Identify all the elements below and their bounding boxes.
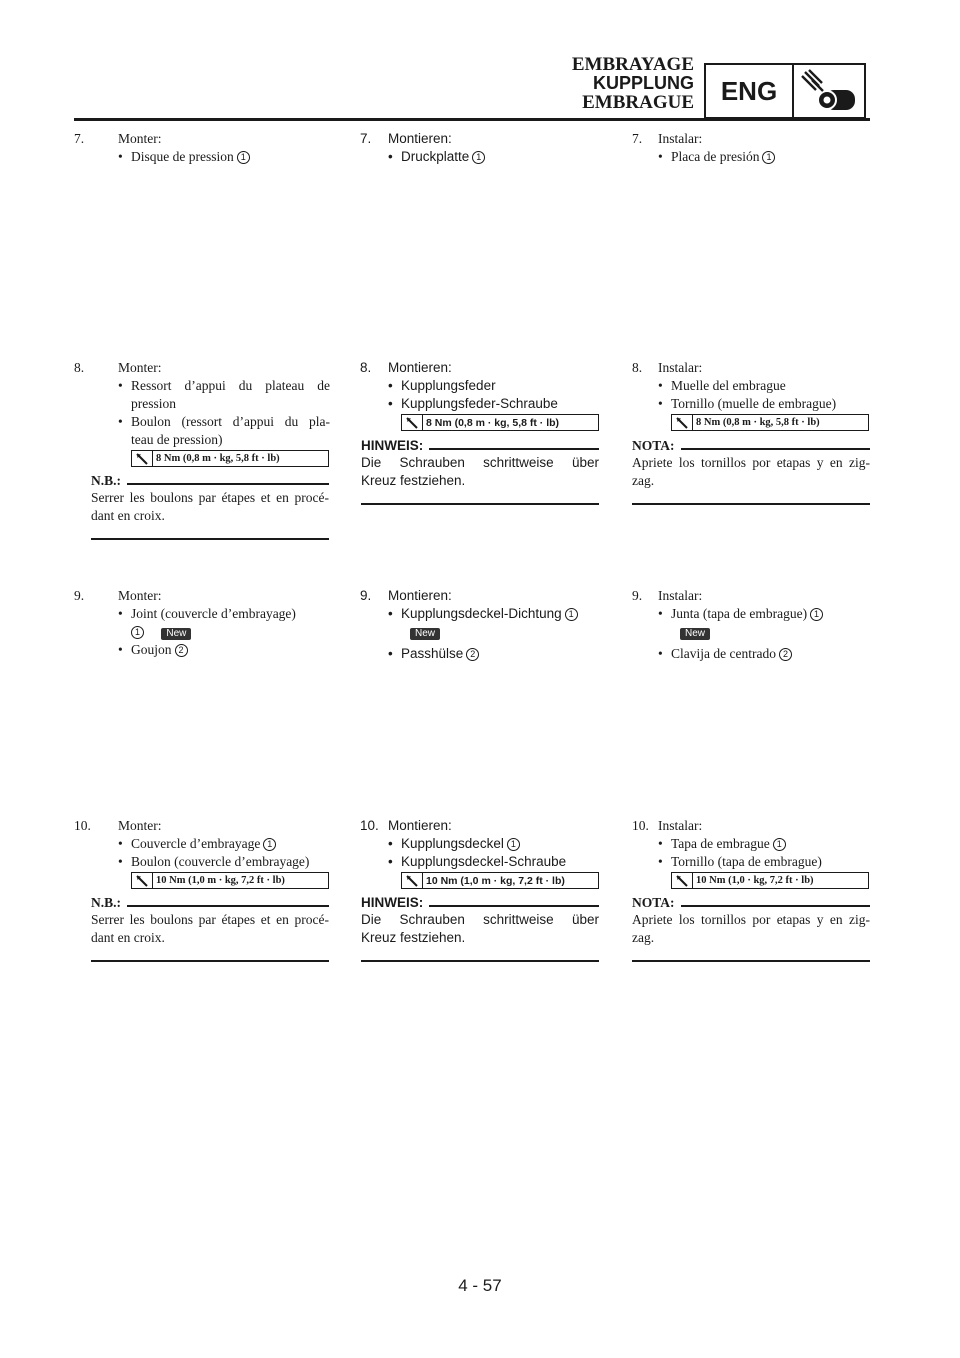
bullet: • bbox=[388, 396, 393, 411]
bullet: • bbox=[118, 854, 123, 869]
list-item: Kupplungsfeder bbox=[401, 378, 496, 393]
note-text: dant en croix. bbox=[91, 930, 165, 945]
callout-1: 1 bbox=[565, 608, 578, 621]
fr-step-9 bbox=[74, 587, 330, 659]
es-step-10 bbox=[632, 817, 870, 871]
step-heading: Montieren: bbox=[388, 818, 452, 833]
step-heading: Instalar: bbox=[658, 360, 703, 375]
note-heading: NOTA: bbox=[632, 438, 675, 453]
list-item: Passhülse bbox=[401, 646, 464, 661]
bullet: • bbox=[658, 854, 663, 869]
bullet: • bbox=[388, 378, 393, 393]
note-heading: N.B.: bbox=[91, 473, 121, 488]
step-number: 7. bbox=[74, 131, 85, 146]
engine-wrench-icon bbox=[794, 65, 864, 117]
torque-wrench-icon bbox=[132, 873, 153, 888]
callout-2: 2 bbox=[779, 648, 792, 661]
note-rule bbox=[681, 905, 871, 907]
fr-s10-torque bbox=[131, 872, 329, 889]
list-item: Tapa de embrague bbox=[671, 836, 770, 851]
bullet: • bbox=[118, 378, 123, 393]
torque-value: 8 Nm (0,8 m · kg, 5,8 ft · lb) bbox=[696, 417, 820, 428]
de-step-9 bbox=[360, 587, 600, 663]
page-number: 4 - 57 bbox=[458, 1276, 502, 1295]
note-rule bbox=[429, 448, 599, 450]
step-heading: Instalar: bbox=[658, 818, 703, 833]
callout-1: 1 bbox=[237, 151, 250, 164]
step-heading: Monter: bbox=[118, 588, 162, 603]
step-number: 9. bbox=[360, 588, 372, 603]
list-item: Tornillo (tapa de embrague) bbox=[671, 854, 822, 869]
fr-step-8 bbox=[74, 359, 330, 449]
de-step-10 bbox=[360, 817, 600, 871]
torque-value: 10 Nm (1,0 · kg, 7,2 ft · lb) bbox=[696, 875, 814, 886]
fr-s8-note bbox=[91, 473, 329, 540]
torque-value: 10 Nm (1,0 m · kg, 7,2 ft · lb) bbox=[156, 875, 285, 886]
note-heading: HINWEIS: bbox=[361, 438, 424, 453]
step-heading: Montieren: bbox=[388, 131, 452, 146]
note-bottom-rule bbox=[91, 538, 329, 540]
callout-1: 1 bbox=[773, 838, 786, 851]
note-rule bbox=[127, 483, 329, 485]
list-item: Boulon (couvercle d’embrayage) bbox=[131, 854, 310, 869]
new-part-badge: New bbox=[410, 628, 440, 640]
callout-1: 1 bbox=[472, 151, 485, 164]
es-step-7 bbox=[632, 130, 870, 166]
section-titles bbox=[572, 55, 694, 112]
step-heading: Monter: bbox=[118, 131, 162, 146]
callout-1: 1 bbox=[131, 626, 144, 639]
fr-step-10 bbox=[74, 817, 330, 871]
step-number: 10. bbox=[360, 818, 379, 833]
step-number: 9. bbox=[632, 588, 643, 603]
note-bottom-rule bbox=[632, 960, 870, 962]
list-item: Couvercle d’embrayage bbox=[131, 836, 261, 851]
note-text: zag. bbox=[632, 473, 655, 488]
torque-wrench-icon bbox=[672, 415, 693, 430]
list-item: Joint (couvercle d’embrayage) bbox=[131, 606, 296, 621]
torque-value: 10 Nm (1,0 m · kg, 7,2 ft · lb) bbox=[426, 874, 565, 887]
bullet: • bbox=[118, 414, 123, 429]
step-number: 9. bbox=[74, 588, 85, 603]
bullet: • bbox=[388, 646, 393, 661]
list-item: Kupplungsfeder-Schraube bbox=[401, 396, 558, 411]
de-s10-torque bbox=[401, 872, 599, 889]
list-item-cont: teau de pression) bbox=[131, 432, 223, 447]
note-heading: N.B.: bbox=[91, 895, 121, 910]
section-title-fr: EMBRAYAGE bbox=[571, 54, 694, 75]
list-item: Muelle del embrague bbox=[671, 378, 786, 393]
list-item-cont: pression bbox=[131, 396, 176, 411]
de-step-7 bbox=[360, 130, 600, 166]
es-s10-torque bbox=[671, 872, 869, 889]
bullet: • bbox=[658, 149, 663, 164]
torque-value: 8 Nm (0,8 m · kg, 5,8 ft · lb) bbox=[156, 453, 280, 464]
note-text: Die Schrauben schrittweise über bbox=[361, 455, 599, 470]
note-bottom-rule bbox=[91, 960, 329, 962]
step-heading: Instalar: bbox=[658, 588, 703, 603]
note-rule bbox=[127, 905, 329, 907]
list-item: Kupplungsdeckel-Schraube bbox=[401, 854, 567, 869]
list-item: Boulon (ressort d’appui du pla- bbox=[131, 414, 330, 429]
list-item: Tornillo (muelle de embrague) bbox=[671, 396, 837, 411]
step-heading: Monter: bbox=[118, 818, 162, 833]
de-step-8 bbox=[360, 359, 600, 413]
note-text: Serrer les boulons par étapes et en procé- bbox=[91, 490, 329, 505]
step-number: 7. bbox=[360, 131, 372, 146]
bullet: • bbox=[388, 854, 393, 869]
step-heading: Monter: bbox=[118, 360, 162, 375]
list-item: Placa de presión bbox=[671, 149, 760, 164]
es-s8-torque bbox=[671, 414, 869, 431]
callout-2: 2 bbox=[175, 644, 188, 657]
section-title-de: KUPPLUNG bbox=[592, 73, 694, 93]
bullet: • bbox=[658, 378, 663, 393]
note-rule bbox=[429, 905, 599, 907]
note-text: Apriete los tornillos por etapas y en zig- bbox=[632, 455, 870, 470]
bullet: • bbox=[658, 606, 663, 621]
chapter-badge bbox=[704, 63, 866, 119]
note-text: Apriete los tornillos por etapas y en zig- bbox=[632, 912, 870, 927]
list-item: Disque de pression bbox=[131, 149, 234, 164]
note-text: Kreuz festziehen. bbox=[361, 473, 466, 488]
list-item: Junta (tapa de embrague) bbox=[671, 606, 808, 621]
header-rule bbox=[74, 118, 870, 121]
bullet: • bbox=[118, 836, 123, 851]
note-text: zag. bbox=[632, 930, 655, 945]
de-s8-note bbox=[361, 438, 599, 505]
fr-step-7 bbox=[74, 130, 330, 166]
bullet: • bbox=[118, 642, 123, 657]
torque-value: 8 Nm (0,8 m · kg, 5,8 ft · lb) bbox=[426, 416, 560, 429]
chapter-badge-label: ENG bbox=[706, 65, 794, 117]
bullet: • bbox=[388, 606, 393, 621]
es-s10-note bbox=[632, 895, 870, 962]
fr-s10-note bbox=[91, 895, 329, 962]
list-item: Goujon bbox=[131, 642, 172, 657]
step-number: 7. bbox=[632, 131, 643, 146]
note-bottom-rule bbox=[361, 503, 599, 505]
fr-s8-torque bbox=[131, 450, 329, 467]
list-item: Kupplungsdeckel bbox=[401, 836, 504, 851]
step-number: 10. bbox=[632, 818, 649, 833]
list-item: Clavija de centrado bbox=[671, 646, 776, 661]
step-number: 8. bbox=[74, 360, 85, 375]
note-bottom-rule bbox=[361, 960, 599, 962]
es-s8-note bbox=[632, 438, 870, 505]
bullet: • bbox=[658, 836, 663, 851]
list-item: Druckplatte bbox=[401, 149, 470, 164]
step-number: 10. bbox=[74, 818, 91, 833]
bullet: • bbox=[388, 149, 393, 164]
bullet: • bbox=[118, 149, 123, 164]
note-text: Serrer les boulons par étapes et en procé- bbox=[91, 912, 329, 927]
de-s10-note bbox=[361, 895, 599, 962]
list-item: Kupplungsdeckel-Dichtung bbox=[401, 606, 562, 621]
torque-wrench-icon bbox=[402, 873, 423, 888]
new-part-badge: New bbox=[680, 628, 710, 640]
de-s8-torque bbox=[401, 414, 599, 431]
list-item: Ressort d’appui du plateau de bbox=[131, 378, 330, 393]
torque-wrench-icon bbox=[402, 415, 423, 430]
new-part-badge: New bbox=[161, 628, 191, 640]
callout-1: 1 bbox=[263, 838, 276, 851]
bullet: • bbox=[658, 396, 663, 411]
bullet: • bbox=[118, 606, 123, 621]
torque-wrench-icon bbox=[672, 873, 693, 888]
step-heading: Montieren: bbox=[388, 588, 452, 603]
es-step-9 bbox=[632, 587, 870, 663]
step-number: 8. bbox=[360, 360, 372, 375]
callout-1: 1 bbox=[810, 608, 823, 621]
note-text: Die Schrauben schrittweise über bbox=[361, 912, 599, 927]
note-bottom-rule bbox=[632, 503, 870, 505]
bullet: • bbox=[388, 836, 393, 851]
es-step-8 bbox=[632, 359, 870, 413]
section-title-es: EMBRAGUE bbox=[582, 92, 694, 113]
step-number: 8. bbox=[632, 360, 643, 375]
step-heading: Instalar: bbox=[658, 131, 703, 146]
bullet: • bbox=[658, 646, 663, 661]
callout-1: 1 bbox=[762, 151, 775, 164]
callout-1: 1 bbox=[507, 838, 520, 851]
note-text: Kreuz festziehen. bbox=[361, 930, 466, 945]
note-heading: HINWEIS: bbox=[361, 895, 424, 910]
note-text: dant en croix. bbox=[91, 508, 165, 523]
torque-wrench-icon bbox=[132, 451, 153, 466]
callout-2: 2 bbox=[466, 648, 479, 661]
note-heading: NOTA: bbox=[632, 895, 675, 910]
step-heading: Montieren: bbox=[388, 360, 452, 375]
note-rule bbox=[681, 448, 871, 450]
